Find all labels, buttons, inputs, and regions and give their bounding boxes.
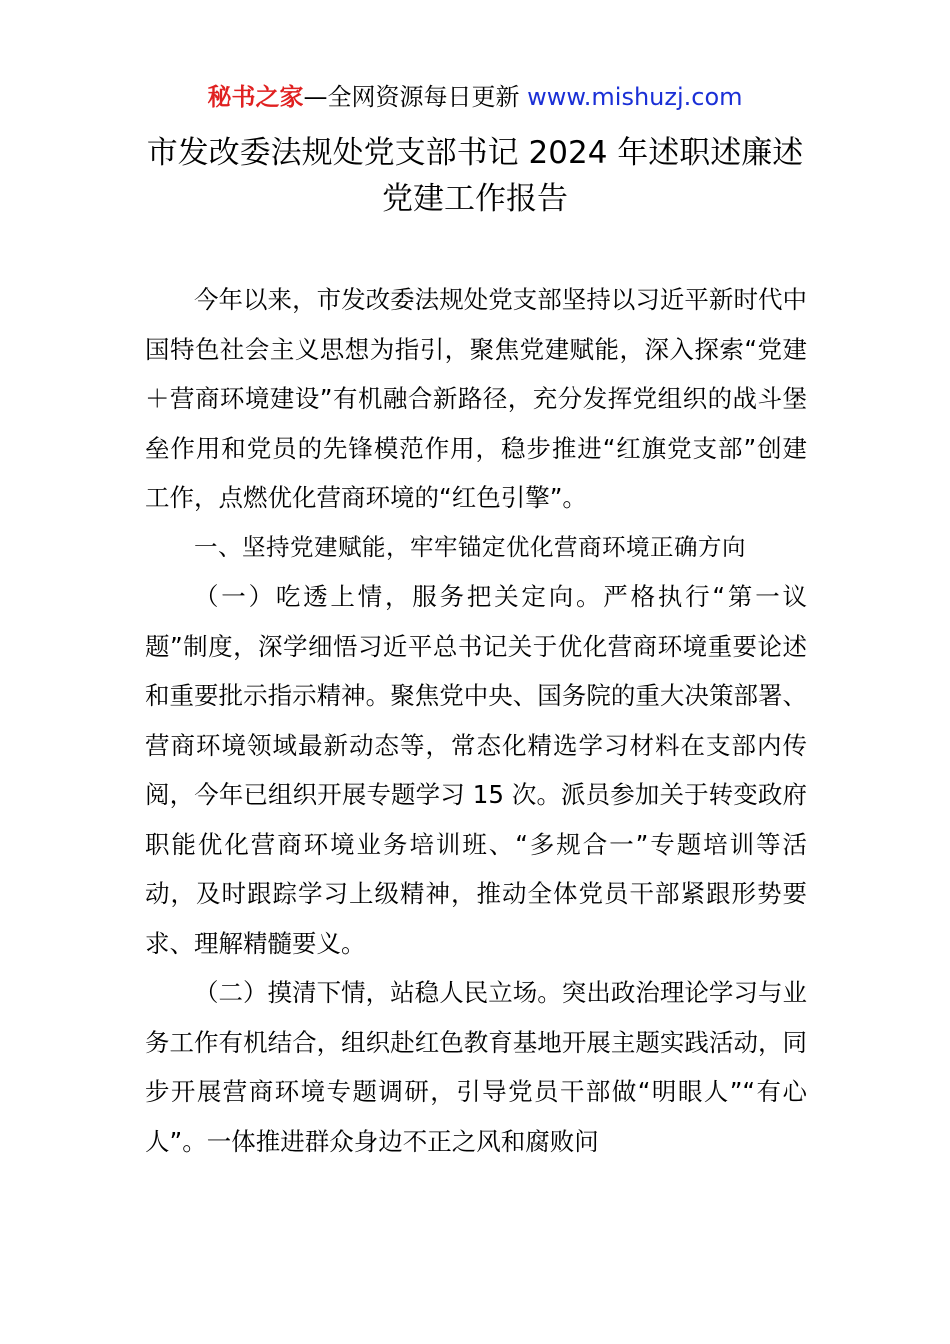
document-body [145, 275, 807, 1166]
section-heading-1: 一、坚持党建赋能，牢牢锚定优化营商环境正确方向 [194, 532, 746, 561]
paragraph-subsection-2: （二）摸清下情，站稳人民立场。突出政治理论学习与业务工作有机结合，组织赴红色教育基地开展主题实践活动，同步开展营商环境专题调研，引导党员干部做“明眼人”“有心人”。一体推进群众身边不正之风和腐败问 [145, 978, 807, 1156]
paragraph-subsection-1: （一）吃透上情，服务把关定向。严格执行“第一议题”制度，深学细悟习近平总书记关于优化营商环境重要论述和重要批示指示精神。聚焦党中央、国务院的重大决策部署、营商环境领域最新动态等，常态化精选学习材料在支部内传阅，今年已组织开展专题学习 15 次。派员参加关于转变政府职能优化营商环境业务培训班、“多规合一”专题培训等活动，及时跟踪学习上级精神，推动全体党员干部紧跟形势要求、理解精髓要义。 [145, 582, 807, 958]
banner-brand: 秘书之家 [207, 83, 304, 111]
title-line-1: 市发改委法规处党支部书记 2024 年述职述廉述 [146, 135, 804, 171]
site-banner [0, 80, 950, 114]
document-title [0, 130, 950, 222]
title-line-2: 党建工作报告 [382, 181, 568, 217]
banner-url-link[interactable]: www.mishuzj.com [527, 83, 743, 111]
banner-tagline: —全网资源每日更新 [303, 83, 528, 111]
paragraph-intro: 今年以来，市发改委法规处党支部坚持以习近平新时代中国特色社会主义思想为指引，聚焦党建赋能，深入探索“党建＋营商环境建设”有机融合新路径，充分发挥党组织的战斗堡垒作用和党员的先锋模范作用，稳步推进“红旗党支部”创建工作，点燃优化营商环境的“红色引擎”。 [145, 285, 807, 512]
